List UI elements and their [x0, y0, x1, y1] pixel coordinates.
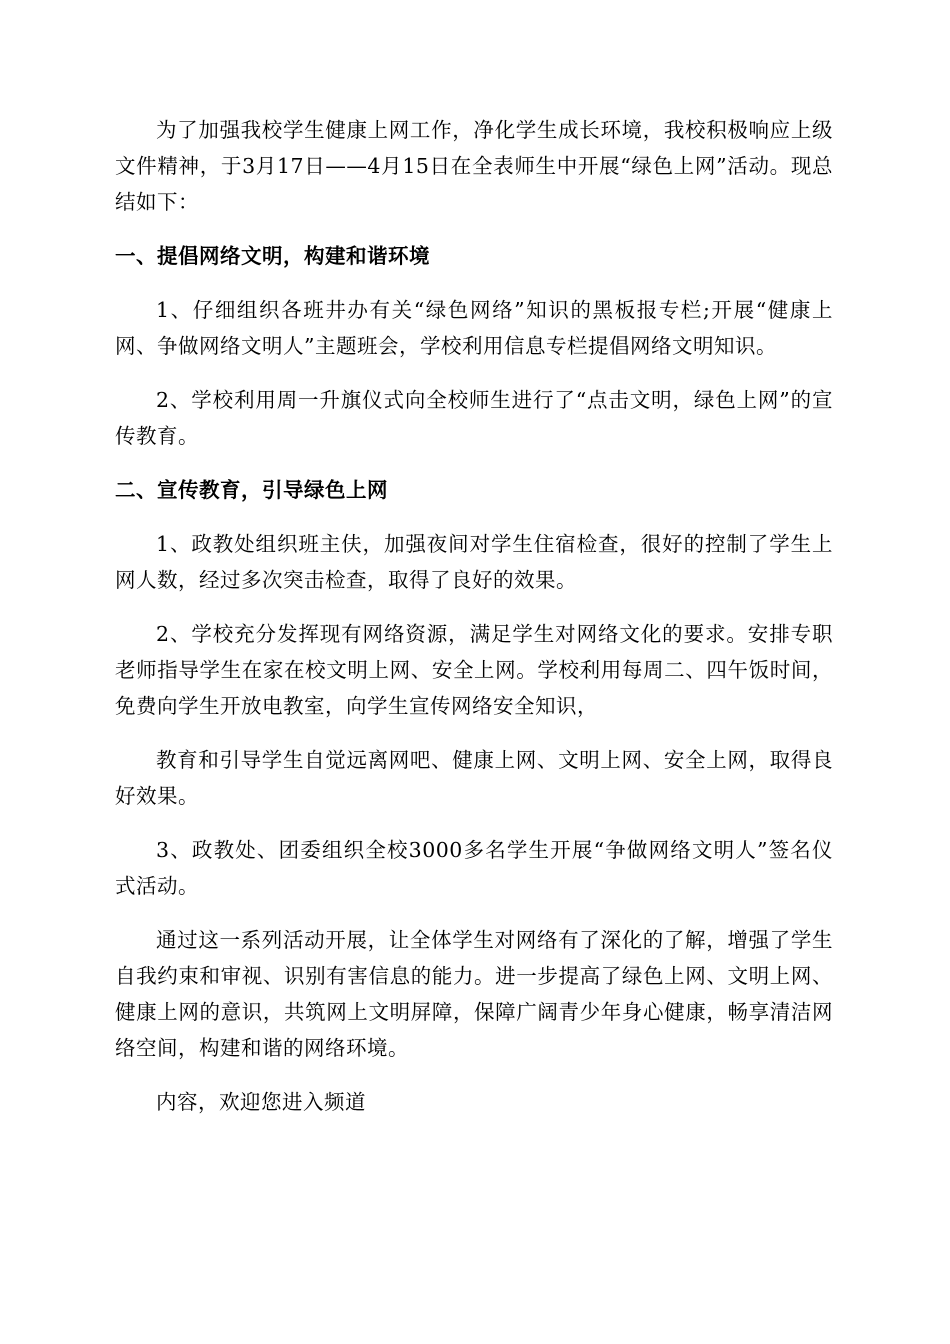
section-2-item-3: 3、政教处、团委组织全校3000多名学生开展“争做网络文明人”签名仪式活动。: [115, 838, 833, 898]
section-2-item-1: 1、政教处组织班主伕，加强夜间对学生住宿检查，很好的控制了学生上网人数，经过多次突击检查，取得了良好的效果。: [115, 532, 833, 592]
conclusion-paragraph: 通过这一系列活动开展，让全体学生对网络有了深化的了解，增强了学生自我约束和审视、识别有害信息的能力。进一步提高了绿色上网、文明上网、健康上网的意识，共筑网上文明屏障，保障广阔青少年身心健康，畅享清洁网络空间，构建和谐的网络环境。: [115, 928, 833, 1060]
section-2-heading: 二、宣传教育，引导绿色上网: [115, 478, 388, 502]
document-body: [115, 112, 833, 1138]
intro-paragraph: 为了加强我校学生健康上网工作，净化学生成长环境，我校积极响应上级文件精神，于3月17日——4月15日在全表师生中开展“绿色上网”活动。现总结如下：: [115, 118, 833, 214]
closing-line: 内容，欢迎您进入频道: [156, 1090, 366, 1114]
section-2-item-2: 2、学校充分发挥现有网络资源，满足学生对网络文化的要求。安排专职老师指导学生在家在校文明上网、安全上网。学校利用每周二、四午饭时间，免费向学生开放电教室，向学生宣传网络安全知识，: [115, 622, 833, 718]
section-1-heading: 一、提倡网络文明，构建和谐环境: [115, 244, 430, 268]
section-1-item-1: 1、仔细组织各班井办有关“绿色网络”知识的黑板报专栏;开展“健康上网、争做网络文明人”主题班会，学校利用信息专栏提倡网络文明知识。: [115, 298, 833, 358]
section-2-item-2-continued: 教育和引导学生自觉远离网吧、健康上网、文明上网、安全上网，取得良好效果。: [115, 748, 833, 808]
section-1-item-2: 2、学校利用周一升旗仪式向全校师生进行了“点击文明，绿色上网”的宣传教育。: [115, 388, 833, 448]
